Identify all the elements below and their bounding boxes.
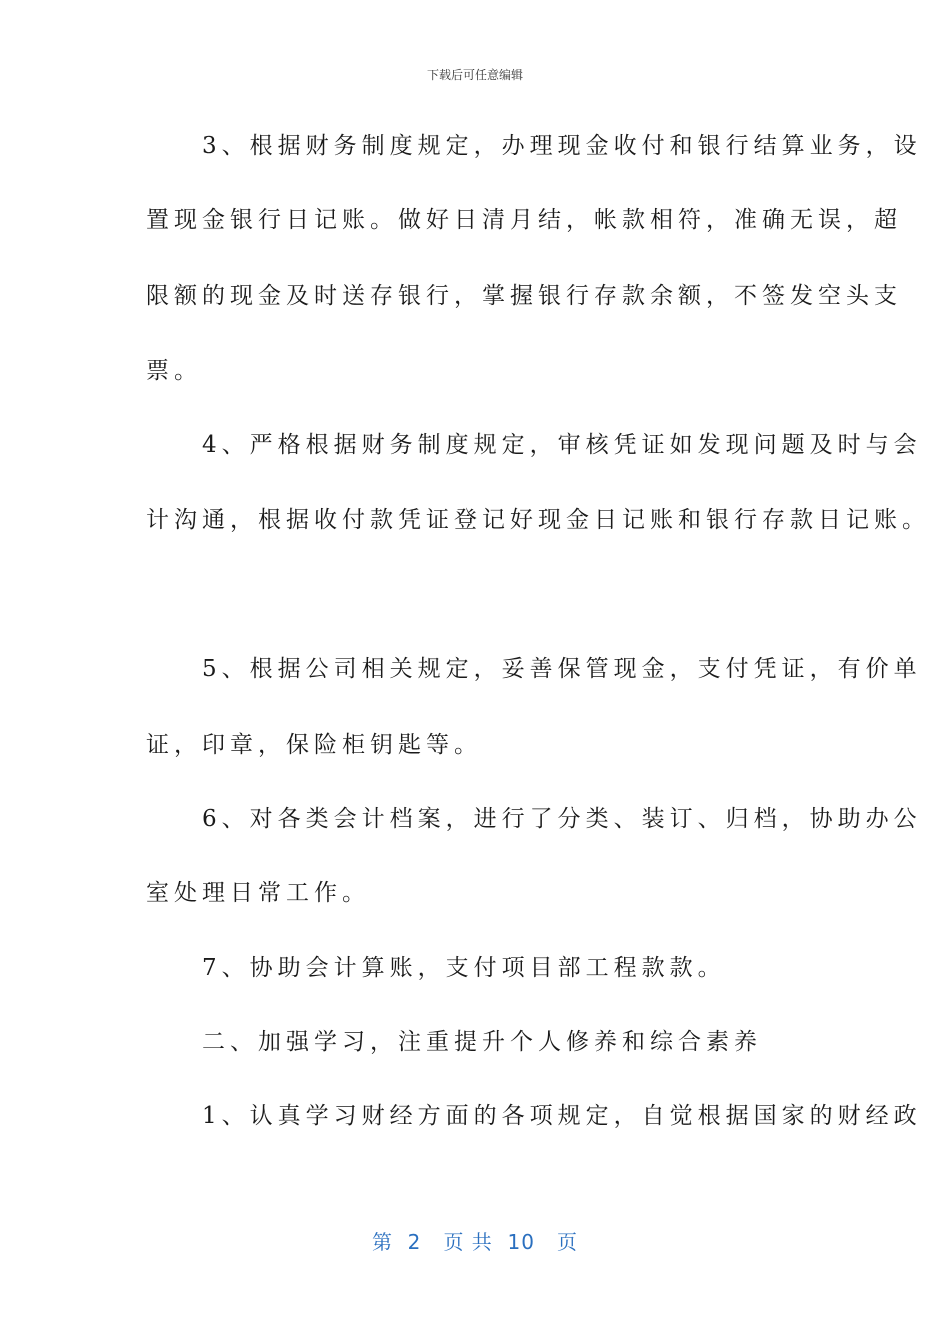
body-line: 计沟通，根据收付款凭证登记好现金日记账和银行存款日记账。 (146, 507, 930, 533)
section-heading: 二、加强学习，注重提升个人修养和综合素养 (146, 1029, 762, 1055)
page-number-footer: 第 2 页 共 10 页 (371, 1230, 579, 1254)
body-line: 1、认真学习财经方面的各项规定，自觉根据国家的财经政 (146, 1103, 922, 1129)
body-line: 3、根据财务制度规定，办理现金收付和银行结算业务，设 (146, 133, 922, 159)
body-line: 室处理日常工作。 (146, 880, 370, 906)
body-line: 票。 (146, 358, 202, 384)
body-line: 7、协助会计算账，支付项目部工程款款。 (146, 955, 726, 981)
body-line: 6、对各类会计档案，进行了分类、装订、归档，协助办公 (146, 806, 922, 832)
body-line: 4、严格根据财务制度规定，审核凭证如发现问题及时与会 (146, 432, 922, 458)
body-line: 证，印章，保险柜钥匙等。 (146, 732, 482, 758)
body-line: 限额的现金及时送存银行，掌握银行存款余额，不签发空头支 (146, 283, 902, 309)
body-line: 5、根据公司相关规定，妥善保管现金，支付凭证，有价单 (146, 656, 922, 682)
body-line: 置现金银行日记账。做好日清月结，帐款相符，准确无误，超 (146, 207, 902, 233)
page-header: 下载后可任意编辑 (426, 68, 523, 82)
